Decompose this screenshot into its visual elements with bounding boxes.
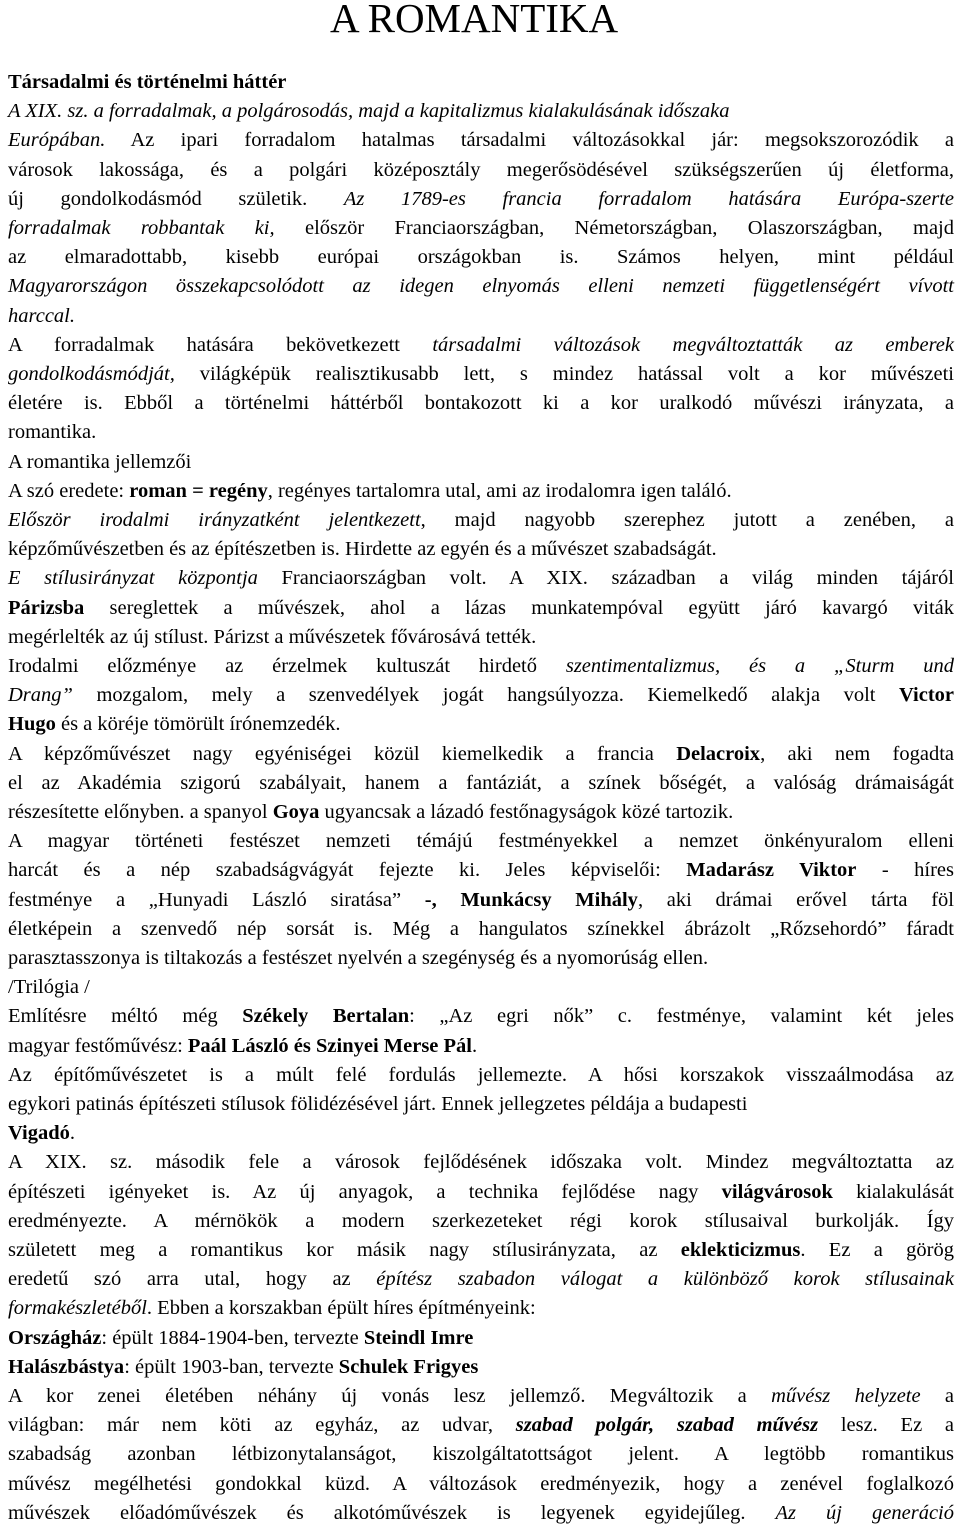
text-line: [8, 769, 954, 798]
text-span: /Trilógia /: [8, 976, 90, 999]
text-line: [8, 272, 954, 301]
text-line: [8, 740, 954, 769]
text-line: [8, 1382, 954, 1411]
text-line: [8, 1061, 954, 1090]
text-span: először Franciaországban, Németországban, Olaszországban, majd: [274, 217, 954, 239]
text-line: [8, 1499, 954, 1528]
text-line: [8, 1353, 478, 1382]
text-line: [8, 243, 954, 272]
text-line: [8, 97, 729, 126]
text-span: A képzőművészet nagy egyéniségei közül kiemelkedik a francia: [8, 742, 677, 765]
text-line: [8, 448, 191, 477]
text-span: - híres: [856, 859, 955, 882]
text-line: [8, 652, 954, 681]
text-span: A XIX. sz. a forradalmak, a polgárosodás, majd a kapitalizmus kialakulásának időszaka: [8, 100, 730, 123]
text-span: Franciaországban volt. A XIX. században a világ minden tájáról: [257, 567, 954, 590]
text-span: Drang”: [8, 684, 73, 707]
text-span: művészek előadóművészek és alkotóművészek is legyenek egyidejűleg.: [8, 1501, 776, 1524]
page-title: A ROMANTIKA: [330, 0, 619, 41]
text-line: [8, 594, 954, 623]
text-line: [8, 156, 954, 185]
text-line: [8, 506, 954, 535]
text-span: építész szabadon válogat a különböző korok stílusainak: [376, 1268, 955, 1291]
text-span: . Ebben a korszakban épült híres építményeink:: [146, 1297, 536, 1320]
text-line: [8, 1178, 954, 1207]
text-line: [8, 1032, 477, 1061]
text-line: [8, 944, 708, 973]
text-span: Victor: [898, 684, 954, 707]
text-span: Székely Bertalan: [242, 1005, 410, 1028]
text-span: Említésre méltó még: [8, 1005, 243, 1028]
text-span: született meg a romantikus kor másik nagy stílusirányzata, az: [8, 1239, 681, 1261]
text-span: új gondolkodásmód születik.: [8, 187, 344, 210]
text-span: egykori patinás építészeti stílusok fölidézésével járt. Ennek jellegzetes példája a budapesti: [8, 1093, 748, 1115]
text-span: Országház: [8, 1326, 102, 1349]
text-span: világképük realisztikusabb lett, s mindez hatással volt a kor művészeti: [174, 363, 954, 385]
text-span: kialakulását: [832, 1180, 955, 1203]
text-span: sereglettek a művészek, ahol a lázas munkatempóval együtt járó kavargó viták: [84, 596, 954, 619]
text-span: : „Az egri nők” c. festménye, valamint két jeles: [409, 1005, 954, 1028]
text-span: ugyancsak a lázadó festőnagyságok közé tartozik.: [319, 801, 734, 823]
text-line: [8, 1265, 954, 1294]
text-span: mozgalom, mely a szenvedélyek jogát hangsúlyozza. Kiemelkedő alakja volt: [72, 684, 899, 707]
text-line: [8, 710, 340, 739]
text-line: [8, 477, 732, 506]
text-span: forradalmak robbantak ki,: [8, 217, 275, 239]
text-span: világvárosok: [721, 1180, 833, 1203]
text-span: eredményezte. A mérnökök a modern szerkezeteket régi korok stílusaival burkolják. Így: [8, 1209, 954, 1232]
text-span: városok lakossága, és a polgári középosztály megerősödésével szükségszerűen új életforma,: [8, 158, 954, 181]
text-span: , majd nagyobb szerephez jutott a zenében, a: [420, 509, 954, 531]
text-span: : épült 1884-1904-ben, tervezte: [101, 1326, 364, 1349]
text-span: művész megélhetési gondokkal küzd. A változások eredményezik, hogy a zenével foglalkozó: [8, 1472, 954, 1495]
text-span: .: [69, 1122, 76, 1145]
text-span: megérlelték az új stílust. Párizst a művészetek fővárosává tették.: [8, 625, 537, 648]
text-span: . Ez a görög: [800, 1239, 954, 1261]
text-span: szabadság azonban létbizonytalanságot, kiszolgáltatottságot jelent. A legtöbb romantikus: [8, 1443, 954, 1466]
text-span: Hugo: [8, 713, 56, 736]
text-span: művész helyzete: [771, 1385, 921, 1407]
text-span: gondolkodásmódját,: [8, 363, 175, 385]
text-span: Vigadó: [8, 1122, 70, 1145]
text-span: Párizsba: [8, 596, 85, 619]
text-span: szentimentalizmus, és a „Sturm und: [565, 655, 955, 677]
text-span: A szó eredete:: [8, 479, 130, 502]
text-span: Európában.: [8, 129, 106, 152]
text-line: [8, 418, 96, 447]
text-span: építészeti igényeket is. Az új anyagok, a technika fejlődése nagy: [8, 1180, 722, 1203]
text-span: világban: már nem köti az egyház, az udvar,: [8, 1414, 516, 1437]
text-line: [8, 886, 954, 915]
text-span: Az építőművészetet is a múlt felé fordulás jellemezte. A hősi korszakok visszaálmodása az: [8, 1063, 954, 1086]
text-line: [8, 564, 954, 593]
text-line: [8, 1236, 954, 1265]
text-line: [8, 1002, 954, 1031]
text-span: A forradalmak hatására bekövetkezett: [8, 333, 433, 356]
text-span: képzőművészetben és az építészetben is. Hirdette az egyén és a művészet szabadságát.: [8, 538, 717, 561]
text-span: Steindl Imre: [363, 1326, 474, 1349]
text-span: életképein a szenvedő nép sorsát is. Még a hangulatos színekkel ábrázolt „Rőzsehordó” fáradt: [8, 917, 954, 940]
text-line: [8, 1119, 75, 1148]
text-span: Goya: [272, 801, 320, 823]
text-line: [8, 915, 954, 944]
text-span: , aki nem fogadta: [760, 742, 954, 765]
text-span: Az 1789-es francia forradalom hatására Európa-szerte: [343, 187, 954, 210]
text-span: -, Munkácsy Mihály: [424, 888, 638, 911]
text-line: [8, 1207, 954, 1236]
text-span: Az ipari forradalom hatalmas társadalmi változásokkal jár: megsokszorozódik a: [105, 129, 954, 152]
text-span: harcát és a nép szabadságvágyát fejezte ki. Jeles képviselői:: [8, 859, 687, 882]
text-line: [8, 1440, 954, 1469]
text-span: .: [472, 1034, 478, 1057]
text-line: [8, 798, 733, 827]
text-span: eklekticizmus: [680, 1239, 801, 1261]
text-line: [8, 681, 954, 710]
text-span: E stílusirányzat központja: [8, 567, 258, 590]
text-line: [8, 1324, 473, 1353]
text-line: [8, 535, 717, 564]
text-span: Az új generáció: [775, 1501, 954, 1524]
text-span: Madarász Viktor: [686, 859, 857, 882]
text-line: [8, 68, 286, 97]
text-span: Halászbástya: [8, 1355, 125, 1378]
text-span: Először irodalmi irányzatként jelentkezett: [8, 509, 421, 531]
text-span: részesítette előnyben. a spanyol: [8, 801, 273, 823]
text-span: a: [920, 1385, 954, 1407]
text-span: el az Akadémia szigorú szabályait, hanem a fantáziát, a színek bőségét, a valóság drámaiságát: [8, 771, 954, 794]
text-span: A kor zenei életében néhány új vonás lesz jellemző. Megváltozik a: [8, 1385, 772, 1407]
text-line: [8, 1411, 954, 1440]
text-span: Schulek Frigyes: [338, 1355, 479, 1378]
text-line: [8, 214, 954, 243]
text-span: eredetű szó arra utal, hogy az: [8, 1268, 377, 1291]
text-span: , aki drámai erővel tárta föl: [637, 888, 954, 911]
text-span: A romantika jellemzői: [8, 450, 192, 473]
text-span: magyar festőművész:: [8, 1034, 188, 1057]
text-line: [8, 856, 954, 885]
text-span: festménye a „Hunyadi László siratása”: [8, 888, 425, 911]
text-span: romantika.: [8, 421, 97, 444]
text-line: [8, 973, 90, 1002]
text-span: az elmaradottabb, kisebb európai országokban is. Számos helyen, mint például: [8, 246, 954, 269]
text-span: Paál László és Szinyei Merse Pál: [187, 1034, 472, 1057]
text-span: szabad polgár, szabad művész: [515, 1414, 819, 1437]
text-span: A XIX. sz. második fele a városok fejlődésének időszaka volt. Mindez megváltoztatta az: [8, 1151, 954, 1174]
text-line: [8, 1470, 954, 1499]
text-span: harccal.: [8, 304, 75, 327]
text-span: : épült 1903-ban, tervezte: [124, 1355, 339, 1378]
text-line: [8, 331, 954, 360]
text-span: , regényes tartalomra utal, ami az irodalomra igen találó.: [267, 479, 732, 502]
text-span: társadalmi változások megváltoztatták az emberek: [432, 333, 954, 356]
text-span: Delacroix: [676, 742, 761, 765]
text-span: roman = regény: [129, 479, 268, 502]
text-line: [8, 126, 954, 155]
text-span: formakészletéből: [8, 1297, 147, 1320]
text-span: életére is. Ebből a történelmi háttérből bontakozott ki a kor uralkodó művészi irányzata, a: [8, 392, 954, 415]
text-line: [8, 185, 954, 214]
text-line: [8, 389, 954, 418]
text-span: és a köréje tömörült írónemzedék.: [55, 713, 341, 736]
text-line: [8, 1148, 954, 1177]
text-line: [8, 827, 954, 856]
text-span: lesz. Ez a: [818, 1414, 955, 1437]
text-line: [8, 302, 75, 331]
text-span: parasztasszonya is tiltakozás a festészet nyelvén a szegénység és a nyomorúság ellen.: [8, 947, 709, 969]
text-span: Magyarországon összekapcsolódott az idegen elnyomás elleni nemzeti függetlenségért vívott: [8, 275, 954, 298]
text-line: [8, 360, 954, 389]
text-line: [8, 623, 536, 652]
text-line: [8, 1294, 536, 1323]
text-span: A magyar történeti festészet nemzeti témájú festményekkel a nemzet önkényuralom elleni: [8, 830, 954, 853]
text-line: [8, 1090, 747, 1119]
text-span: Társadalmi és történelmi háttér: [8, 71, 287, 93]
text-span: Irodalmi előzménye az érzelmek kultuszát hirdető: [8, 655, 566, 677]
